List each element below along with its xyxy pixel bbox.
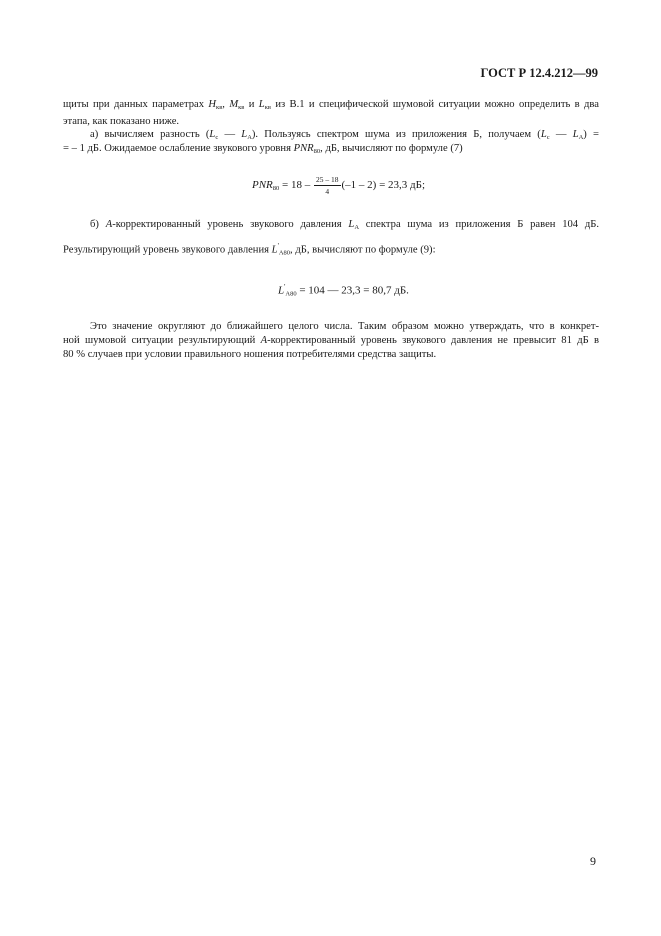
page-number: 9	[590, 854, 596, 868]
paragraph-conclusion-line-2: ной шумовой ситуации результирующий A-корректированный уровень звукового давления не превысит 81 дБ в	[63, 335, 600, 346]
formula-fraction: $\frac{25 - 18}{4}$	[316, 175, 339, 196]
formula-result: $L'_{A80} = 104$ — 23,3 = 80,7 дБ.	[278, 283, 409, 298]
paragraph-b-line-2: Результирующий уровень звукового давления $L'_{A80}$, дБ, вычисляют по формуле (9):	[63, 242, 436, 257]
formula-pnr: $PNR_{80} = 18$ – $\frac{25 - 18}{4}$ (–1 – 2) = 23,3 дБ;	[252, 175, 425, 196]
paragraph-conclusion-line-1: Это значение округляют до ближайшего целого числа. Таким образом можно утверждать, что в конкрет-	[90, 321, 599, 332]
paragraph-b-line-1: б) A-корректированный уровень звукового давления $L_A$ спектра шума из приложения Б равен 104 дБ.	[90, 219, 600, 231]
document-code: ГОСТ Р 12.4.212—99	[480, 66, 598, 80]
paragraph-a-line-2: = – 1 дБ. Ожидаемое ослабление звукового уровня $PNR_{80}$, дБ, вычисляют по формуле (7)	[63, 143, 463, 155]
paragraph-intro-line-2: этапа, как показано ниже.	[63, 116, 180, 127]
paragraph-a-line-1: а) вычисляем разность ($L_c$ — $L_A$). Пользуясь спектром шума из приложения Б, получаем ($L_c$ — $L_A$) =	[90, 129, 600, 141]
paragraph-conclusion-line-3: 80 % случаев при условии правильного ношения потребителями средства защиты.	[63, 349, 437, 360]
paragraph-intro-line-1: щиты при данных параметрах $H_{кв}$, $M_{кв}$ и $L_{кв}$ из В.1 и специфической шумовой ситуации можно определить в два	[63, 99, 599, 111]
